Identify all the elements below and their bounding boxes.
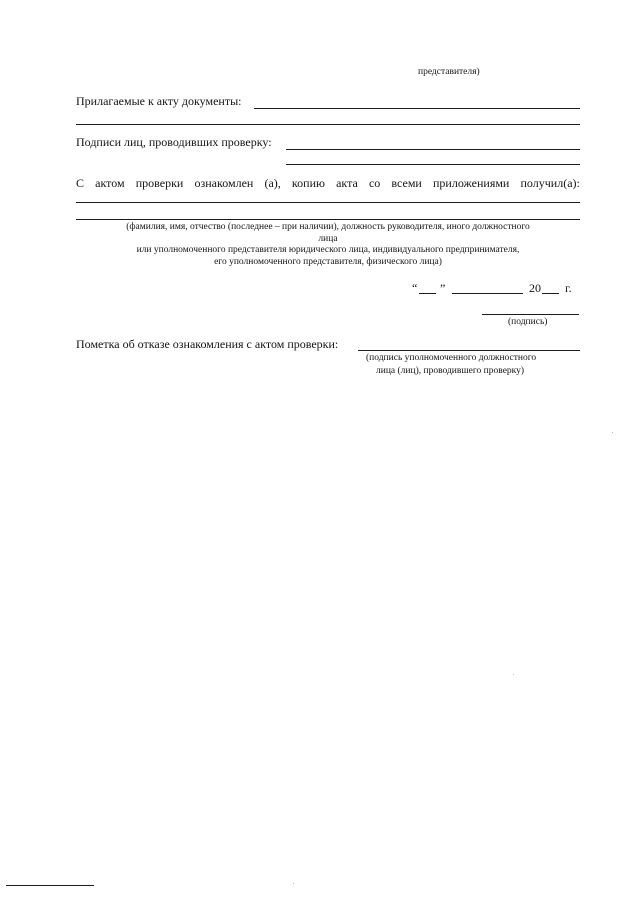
refusal-label: Пометка об отказе ознакомления с актом проверки: bbox=[76, 337, 339, 351]
date-close-quote: ” bbox=[440, 281, 446, 295]
date-day-line bbox=[419, 293, 436, 294]
refusal-caption-line-2: лица (лиц), проводившего проверку) bbox=[376, 366, 525, 376]
scan-speck bbox=[612, 432, 613, 433]
signatures-line bbox=[286, 149, 580, 150]
scan-speck bbox=[293, 883, 294, 884]
person-caption-line: или уполномоченного представителя юридического лица, индивидуального предпринимателя, bbox=[136, 245, 520, 255]
acquaintance-word: проверки bbox=[135, 176, 184, 190]
signatures-label: Подписи лиц, проводивших проверку: bbox=[76, 135, 272, 149]
date-year-line bbox=[542, 293, 559, 294]
acquaintance-line bbox=[76, 202, 580, 203]
signature-line bbox=[482, 314, 579, 315]
representative-caption-tail: представителя) bbox=[418, 67, 480, 77]
acquaintance-word: копию bbox=[291, 176, 325, 190]
date-month-line bbox=[452, 293, 523, 294]
date-year-suffix: г. bbox=[565, 281, 572, 295]
acquaintance-word: со bbox=[368, 176, 381, 190]
acquaintance-word: С bbox=[76, 176, 85, 190]
person-caption bbox=[76, 222, 580, 268]
acquaintance-word: (а), bbox=[264, 176, 281, 190]
acquaintance-line-2 bbox=[76, 219, 580, 220]
acquaintance-statement bbox=[76, 176, 580, 191]
footnote-separator bbox=[6, 885, 94, 886]
person-caption-line: его уполномоченного представителя, физического лица) bbox=[214, 256, 442, 267]
acquaintance-word: актом bbox=[95, 176, 125, 190]
attached-documents-label: Прилагаемые к акту документы: bbox=[76, 94, 242, 108]
person-caption-line: (фамилия, имя, отчество (последнее – при наличии), должность руководителя, иного должностного bbox=[126, 222, 530, 232]
date-open-quote: “ bbox=[412, 281, 418, 295]
date-year-prefix: 20 bbox=[529, 281, 541, 295]
signature-caption: (подпись) bbox=[508, 317, 548, 327]
acquaintance-word: приложениями bbox=[432, 176, 510, 190]
acquaintance-word: получил(а): bbox=[520, 176, 580, 190]
refusal-caption-line-1: (подпись уполномоченного должностного bbox=[366, 353, 537, 363]
signatures-line-2 bbox=[286, 164, 580, 165]
refusal-line bbox=[358, 350, 580, 351]
acquaintance-word: ознакомлен bbox=[194, 176, 254, 190]
attached-documents-line-2 bbox=[76, 124, 580, 125]
person-caption-line: лица bbox=[318, 233, 338, 244]
attached-documents-line bbox=[254, 108, 580, 109]
acquaintance-word: всеми bbox=[391, 176, 422, 190]
scan-speck bbox=[513, 674, 514, 675]
acquaintance-word: акта bbox=[336, 176, 358, 190]
